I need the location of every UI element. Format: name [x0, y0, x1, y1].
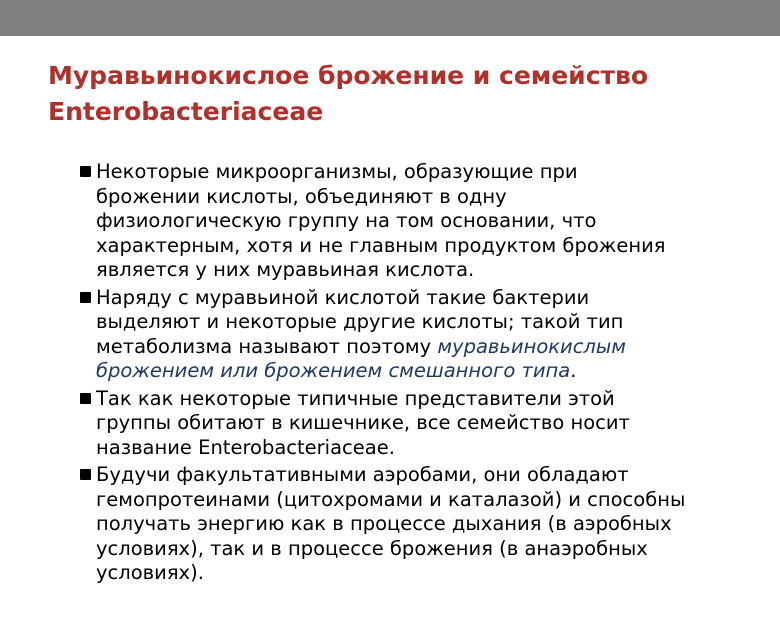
emphasis-period: . — [570, 359, 577, 382]
bullet-2-line-4 — [96, 359, 756, 384]
square-bullet-icon — [80, 166, 91, 177]
bullet-2-line-3 — [96, 335, 756, 360]
bullet-2-line-2: выделяют и некоторые другие кислоты; такой тип — [96, 310, 624, 333]
bullet-1-line-5: является у них муравьиная кислота. — [96, 258, 475, 281]
bullet-4-line-1: Будучи факультативными аэробами, они обладают — [96, 463, 629, 486]
top-bar — [0, 0, 780, 36]
bullet-list — [76, 160, 756, 589]
bullet-2-line-3-text: метаболизма называют поэтому — [96, 334, 438, 358]
bullet-2 — [76, 286, 756, 384]
bullet-4-line-5: условиях). — [96, 561, 204, 584]
bullet-2-line-1: Наряду с муравьиной кислотой такие бактерии — [96, 285, 590, 309]
emphasis-term-2: брожением или брожением смешанного типа — [96, 359, 571, 382]
square-bullet-icon — [80, 292, 91, 303]
bullet-3-line-2: группы обитают в кишечнике, все семейство носит — [96, 411, 630, 434]
bullet-1-line-1: Некоторые микроорганизмы, образующие при — [96, 160, 578, 183]
title-line-2: Enterobacteriaceae — [48, 97, 324, 126]
bullet-1-line-3: физиологическую группу на том основании, что — [96, 209, 597, 232]
square-bullet-icon — [80, 393, 91, 404]
bullet-4-line-4: условиях), так и в процессе брожения (в анаэробных — [96, 536, 648, 560]
emphasis-term-1: муравьинокислым — [437, 334, 627, 358]
bullet-3-line-3: название Enterobacteriaceae. — [96, 435, 395, 459]
bullet-1-line-2: брожении кислоты, объединяют в одну — [96, 184, 507, 208]
bullet-3-line-1: Так как некоторые типичные представители этой — [96, 386, 615, 410]
slide-title — [48, 58, 748, 130]
bullet-4-line-3: получать энергию как в процессе дыхания (в аэробных — [96, 512, 672, 535]
bullet-1 — [76, 160, 756, 283]
title-line-1: Муравьинокислое брожение и семейство — [48, 61, 648, 90]
bullet-3 — [76, 387, 756, 461]
square-bullet-icon — [80, 469, 91, 480]
bullet-4-line-2: гемопротеинами (цитохромами и каталазой) и способны — [96, 487, 686, 511]
bullet-4 — [76, 463, 756, 586]
bullet-1-line-4: характерным, хотя и не главным продуктом брожения — [96, 233, 666, 257]
